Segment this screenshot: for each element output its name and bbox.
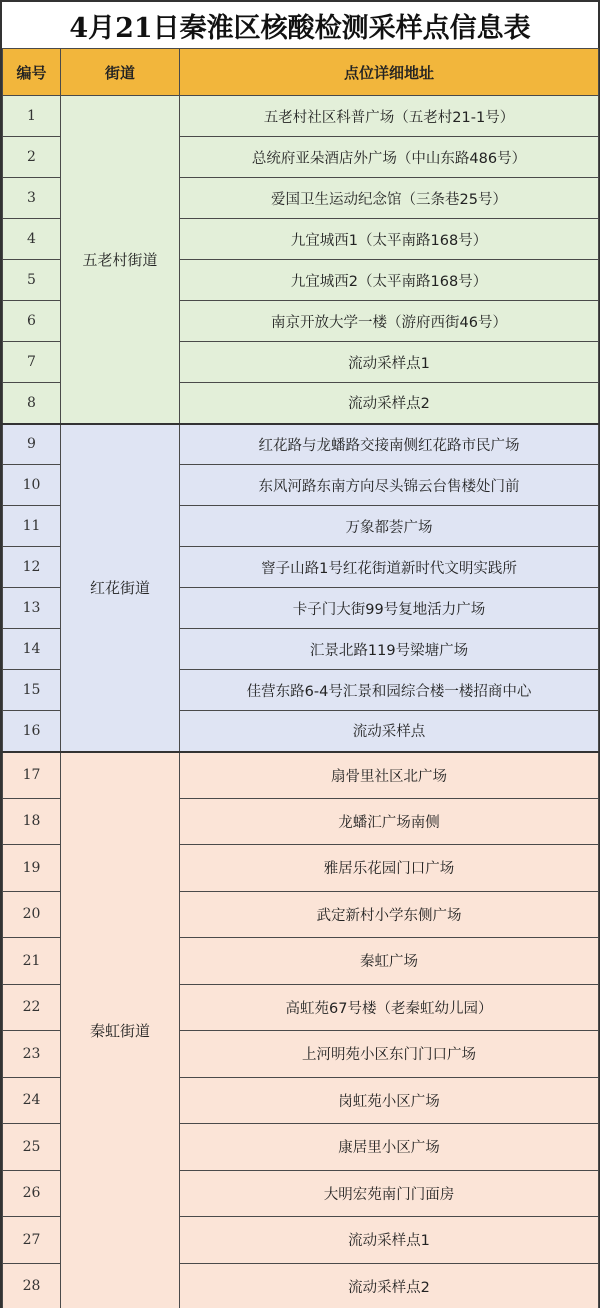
table-row (3, 96, 599, 137)
site-address: 总统府亚朵酒店外广场（中山东路486号） (180, 137, 599, 178)
site-address: 流动采样点2 (180, 383, 599, 424)
row-number: 19 (3, 845, 61, 892)
site-address: 上河明苑小区东门门口广场 (180, 1031, 599, 1078)
table-header-row (3, 49, 599, 96)
row-number: 5 (3, 260, 61, 301)
header-street: 街道 (61, 49, 180, 96)
row-number: 9 (3, 424, 61, 465)
site-address: 武定新村小学东侧广场 (180, 891, 599, 938)
table-row (3, 424, 599, 465)
row-number: 8 (3, 383, 61, 424)
site-address: 卡子门大街99号复地活力广场 (180, 588, 599, 629)
site-address: 汇景北路119号梁塘广场 (180, 629, 599, 670)
site-address: 秦虹广场 (180, 938, 599, 985)
site-address: 流动采样点 (180, 711, 599, 752)
site-address: 岗虹苑小区广场 (180, 1077, 599, 1124)
page-title: 4月21日秦淮区核酸检测采样点信息表 (2, 0, 598, 48)
site-address: 康居里小区广场 (180, 1124, 599, 1171)
row-number: 25 (3, 1124, 61, 1171)
row-number: 22 (3, 984, 61, 1031)
row-number: 4 (3, 219, 61, 260)
row-number: 11 (3, 506, 61, 547)
row-number: 24 (3, 1077, 61, 1124)
site-address: 高虹苑67号楼（老秦虹幼儿园） (180, 984, 599, 1031)
site-address: 扇骨里社区北广场 (180, 752, 599, 799)
row-number: 2 (3, 137, 61, 178)
site-address: 九宜城西2（太平南路168号） (180, 260, 599, 301)
row-number: 20 (3, 891, 61, 938)
table-body (3, 96, 599, 1308)
site-address: 佳营东路6-4号汇景和园综合楼一楼招商中心 (180, 670, 599, 711)
row-number: 10 (3, 465, 61, 506)
site-address: 大明宏苑南门门面房 (180, 1170, 599, 1217)
row-number: 15 (3, 670, 61, 711)
row-number: 17 (3, 752, 61, 799)
row-number: 7 (3, 342, 61, 383)
site-address: 流动采样点1 (180, 1217, 599, 1264)
row-number: 13 (3, 588, 61, 629)
row-number: 27 (3, 1217, 61, 1264)
site-address: 流动采样点1 (180, 342, 599, 383)
site-address: 五老村社区科普广场（五老村21-1号） (180, 96, 599, 137)
street-name: 五老村街道 (61, 96, 180, 424)
site-address: 龙蟠汇广场南侧 (180, 798, 599, 845)
site-address: 南京开放大学一楼（游府西街46号） (180, 301, 599, 342)
site-address: 九宜城西1（太平南路168号） (180, 219, 599, 260)
site-address: 窨子山路1号红花街道新时代文明实践所 (180, 547, 599, 588)
site-address: 万象都荟广场 (180, 506, 599, 547)
header-number: 编号 (3, 49, 61, 96)
row-number: 18 (3, 798, 61, 845)
site-address: 流动采样点2 (180, 1263, 599, 1308)
row-number: 23 (3, 1031, 61, 1078)
row-number: 14 (3, 629, 61, 670)
site-address: 爱国卫生运动纪念馆（三条巷25号） (180, 178, 599, 219)
site-address: 雅居乐花园门口广场 (180, 845, 599, 892)
row-number: 3 (3, 178, 61, 219)
sampling-sites-table (2, 48, 599, 1308)
row-number: 16 (3, 711, 61, 752)
row-number: 1 (3, 96, 61, 137)
table-row (3, 752, 599, 799)
site-address: 红花路与龙蟠路交接南侧红花路市民广场 (180, 424, 599, 465)
row-number: 26 (3, 1170, 61, 1217)
site-address: 东风河路东南方向尽头锦云台售楼处门前 (180, 465, 599, 506)
street-name: 红花街道 (61, 424, 180, 752)
header-address: 点位详细地址 (180, 49, 599, 96)
row-number: 21 (3, 938, 61, 985)
street-name: 秦虹街道 (61, 752, 180, 1308)
row-number: 12 (3, 547, 61, 588)
row-number: 6 (3, 301, 61, 342)
row-number: 28 (3, 1263, 61, 1308)
